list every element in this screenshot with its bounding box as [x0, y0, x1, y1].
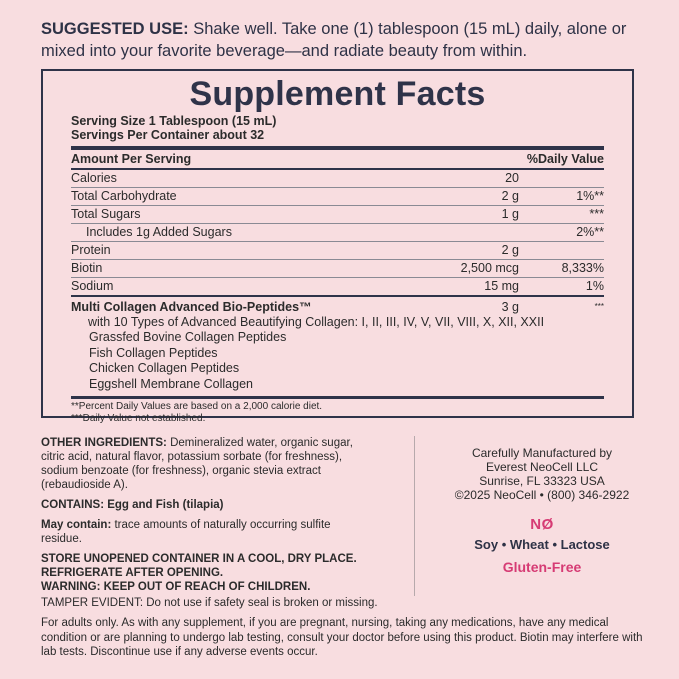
collagen-blend [71, 299, 604, 392]
collagen-blend-amount: 3 g [501, 300, 519, 314]
serving-size: Serving Size 1 Tablespoon (15 mL) [71, 114, 277, 128]
storage-instructions: STORE UNOPENED CONTAINER IN A COOL, DRY PLACE. REFRIGERATE AFTER OPENING. [41, 553, 357, 579]
other-ingredients-text: Demineralized water, organic sugar, citric acid, natural flavor, potassium sorbate (for freshness), sodium benzoate (for freshness), organic stevia extract (rebaudioside A). [41, 437, 353, 491]
may-contain-label: May contain: [41, 519, 112, 531]
manufacturer-line: Sunrise, FL 33323 USA [479, 474, 605, 488]
ingredients-column [41, 436, 371, 600]
daily-value-header: %Daily Value [526, 152, 604, 166]
nutrient-amount [399, 224, 519, 241]
nutrient-name: Calories [71, 171, 117, 185]
nutrient-name: Total Sugars [71, 207, 141, 221]
child-warning: WARNING: KEEP OUT OF REACH OF CHILDREN. [41, 581, 311, 593]
allergen-free-list: Soy • Wheat • Lactose [474, 537, 610, 552]
nutrient-row [71, 206, 604, 224]
nutrient-row [71, 260, 604, 278]
collagen-blend-dv: *** [594, 302, 604, 311]
collagen-ingredient: Fish Collagen Peptides [89, 345, 218, 360]
collagen-blend-header [71, 299, 604, 315]
nutrient-name: Sodium [71, 279, 114, 293]
nutrient-dv: 1%** [576, 189, 604, 203]
footnote-not-established: ***Daily Value not established. [71, 413, 206, 424]
nutrient-amount: 2 g [501, 189, 519, 203]
no-allergens-logo: NØ [530, 516, 554, 533]
allergen-contains: CONTAINS: Egg and Fish (tilapia) [41, 499, 224, 511]
amount-per-serving-header: Amount Per Serving [71, 152, 192, 166]
nutrient-row [71, 170, 604, 188]
other-ingredients-label: OTHER INGREDIENTS: [41, 437, 167, 449]
may-contain-text: trace amounts of naturally occurring sulfite residue. [41, 519, 331, 545]
nutrient-name: Protein [71, 243, 111, 257]
nutrient-name: Total Carbohydrate [71, 189, 177, 203]
gluten-free-label: Gluten-Free [502, 559, 582, 575]
nutrient-name: Biotin [71, 261, 103, 275]
nutrient-row [71, 278, 604, 297]
nutrient-name: Includes 1g Added Sugars [86, 225, 232, 239]
footnote-dv-basis: **Percent Daily Values are based on a 2,000 calorie diet. [71, 401, 323, 412]
nutrient-dv [519, 170, 604, 187]
nutrient-amount: 2,500 mcg [460, 261, 519, 275]
column-divider [414, 436, 415, 596]
manufacturer-line: Carefully Manufactured by [471, 446, 613, 460]
nutrient-amount: 20 [505, 171, 519, 185]
tamper-evident-notice: TAMPER EVIDENT: Do not use if safety seal is broken or missing. [41, 597, 378, 609]
suggested-use-text: Shake well. Take one (1) tablespoon (15 mL) daily, alone or mixed into your favorite beverage—and radiate beauty from within. [41, 20, 627, 60]
nutrient-row [71, 188, 604, 206]
collagen-ingredient: Eggshell Membrane Collagen [89, 376, 253, 391]
facts-title: Supplement Facts [189, 75, 486, 113]
adults-only-warning: For adults only. As with any supplement, if you are pregnant, nursing, taking any medications, have any medical condition or are planning to undergo lab testing, consult your doctor before using this product. Biotin may interfere with lab tests. Discontinue use if any adverse events occur. [41, 617, 643, 658]
suggested-use [41, 18, 641, 62]
suggested-use-label: SUGGESTED USE: [41, 20, 189, 38]
collagen-types: with 10 Types of Advanced Beautifying Collagen: I, II, III, IV, V, VII, VIII, X, XII, XXII [88, 315, 545, 329]
nutrient-row [71, 242, 604, 260]
nutrient-dv: 1% [585, 279, 604, 293]
manufacturer-line: Everest NeoCell LLC [485, 460, 599, 474]
collagen-ingredient: Chicken Collagen Peptides [89, 361, 240, 375]
nutrient-dv: 2%** [576, 225, 604, 239]
servings-per-container: Servings Per Container about 32 [71, 128, 265, 142]
nutrient-amount: 1 g [501, 207, 519, 221]
nutrient-amount: 15 mg [484, 279, 519, 293]
other-ingredients [41, 436, 371, 492]
nutrient-row [71, 224, 604, 242]
supplement-facts-panel [41, 69, 634, 424]
may-contain [41, 518, 371, 546]
nutrient-dv: *** [589, 207, 604, 221]
end-rule [71, 396, 604, 399]
collagen-blend-name: Multi Collagen Advanced Bio-Peptides™ [71, 300, 312, 314]
nutrient-amount: 2 g [501, 243, 519, 257]
collagen-ingredient: Grassfed Bovine Collagen Peptides [89, 330, 287, 344]
facts-header-row [71, 150, 604, 168]
nutrient-dv [519, 242, 604, 259]
manufacturer-column [430, 446, 654, 574]
nutrient-dv: 8,333% [561, 261, 604, 275]
manufacturer-line: ©2025 NeoCell • (800) 346-2922 [454, 488, 630, 502]
